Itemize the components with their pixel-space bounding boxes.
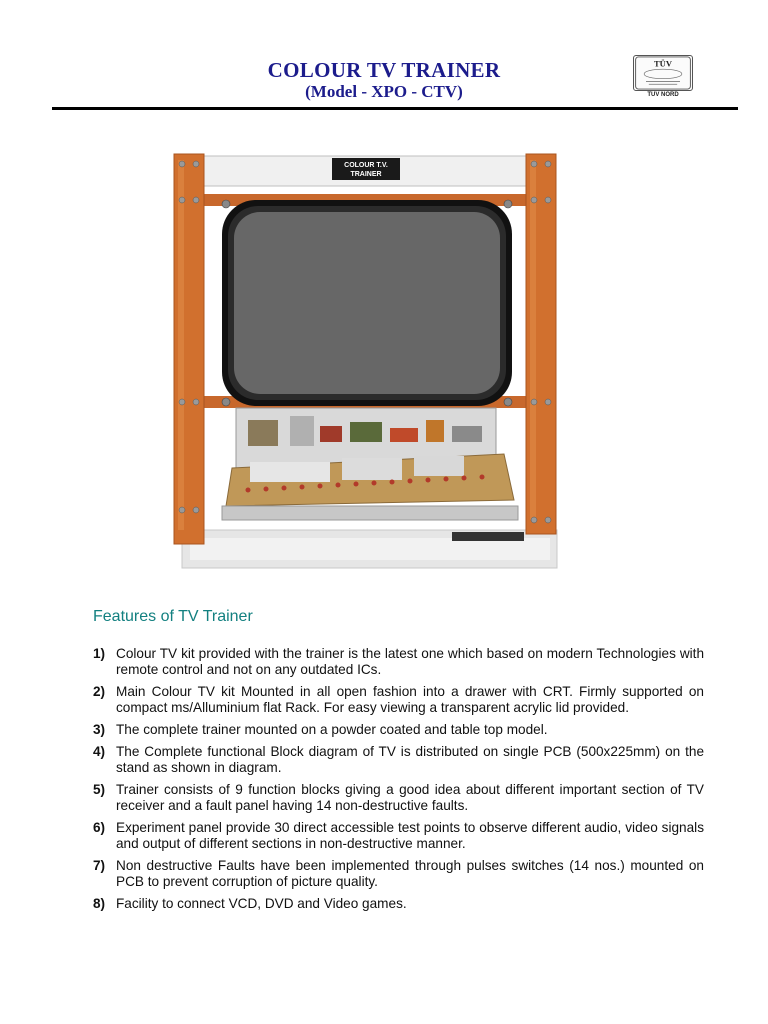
svg-text:TÜV: TÜV — [654, 58, 672, 69]
header-divider — [52, 107, 738, 110]
feature-text: Main Colour TV kit Mounted in all open fashion into a drawer with CRT. Firmly supported on compact ms/Alluminium flat Rack. For easy viewing a transparent acrylic lid provided. — [116, 684, 704, 715]
feature-number: 8) — [93, 896, 106, 911]
feature-text: The complete trainer mounted on a powder coated and table top model. — [116, 722, 548, 737]
feature-item — [93, 744, 704, 776]
feature-number: 4) — [93, 744, 106, 759]
svg-text:COLOUR T.V.: COLOUR T.V. — [344, 162, 388, 169]
feature-number: 5) — [93, 782, 106, 797]
features-heading: Features of TV Trainer — [93, 608, 253, 625]
tv-trainer-photo — [170, 150, 560, 570]
feature-number: 7) — [93, 858, 106, 873]
tuv-seal-icon — [633, 55, 693, 91]
feature-item — [93, 782, 704, 814]
svg-text:TRAINER: TRAINER — [350, 171, 382, 178]
features-list — [93, 646, 704, 918]
feature-text: The Complete functional Block diagram of TV is distributed on single PCB (500x225mm) on the stand as shown in diagram. — [116, 744, 704, 775]
feature-number: 1) — [93, 646, 106, 661]
feature-number: 6) — [93, 820, 106, 835]
page-title: COLOUR TV TRAINER — [267, 58, 501, 82]
feature-text: Experiment panel provide 30 direct accessible test points to observe different audio, video signals and output of different sections in non-destructive manner. — [116, 820, 704, 851]
feature-item — [93, 820, 704, 852]
page-subtitle: (Model - XPO - CTV) — [305, 82, 463, 101]
feature-text: Non destructive Faults have been implemented through pulses switches (14 nos.) mounted on PCB to prevent corruption of picture quality. — [116, 858, 704, 889]
feature-item — [93, 896, 704, 912]
feature-item — [93, 646, 704, 678]
feature-item — [93, 858, 704, 890]
feature-item — [93, 684, 704, 716]
feature-text: Facility to connect VCD, DVD and Video games. — [116, 896, 407, 911]
feature-text: Colour TV kit provided with the trainer is the latest one which based on modern Technologies with remote control and not on any outdated ICs. — [116, 646, 704, 677]
feature-number: 3) — [93, 722, 106, 737]
feature-item — [93, 722, 704, 738]
tuv-logo-caption: TUV NORD — [647, 92, 679, 98]
feature-text: Trainer consists of 9 function blocks giving a good idea about different important section of TV receiver and a fault panel having 14 non-destructive faults. — [116, 782, 704, 813]
tuv-certification-logo — [633, 55, 693, 101]
feature-number: 2) — [93, 684, 106, 699]
